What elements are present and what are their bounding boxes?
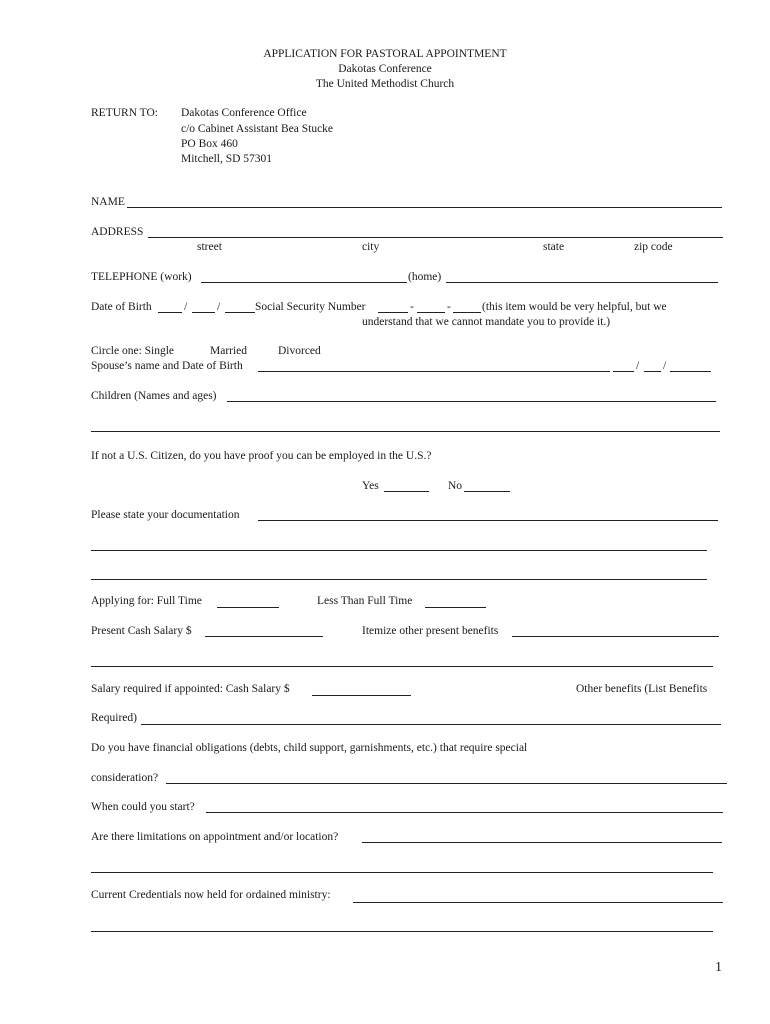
documentation-field-line-2[interactable] — [91, 550, 707, 551]
ssn-part-2-field[interactable] — [417, 312, 445, 313]
name-field[interactable] — [127, 207, 722, 208]
children-field-continued[interactable] — [91, 431, 720, 432]
yes-label: Yes — [362, 480, 379, 492]
yes-field[interactable] — [384, 491, 429, 492]
dob-separator-1: / — [184, 301, 188, 313]
conference-name: Dakotas Conference — [338, 63, 432, 75]
no-field[interactable] — [464, 491, 510, 492]
required-label: Required) — [91, 712, 137, 724]
itemize-benefits-label: Itemize other present benefits — [362, 625, 499, 637]
married-option[interactable]: Married — [210, 345, 248, 357]
church-name: The United Methodist Church — [315, 78, 455, 90]
address-label: ADDRESS — [91, 226, 144, 238]
ssn-note-line-1: (this item would be very helpful, but we — [482, 301, 667, 313]
name-label: NAME — [91, 196, 125, 208]
spouse-dob-month-field[interactable] — [613, 371, 634, 372]
dob-month-field[interactable] — [158, 312, 182, 313]
ssn-separator-2: - — [447, 301, 451, 313]
spouse-dob-separator-1: / — [636, 360, 640, 372]
ssn-note-line-2: understand that we cannot mandate you to provide it.) — [362, 316, 611, 328]
documentation-field-line-3[interactable] — [91, 579, 707, 580]
ssn-separator-1: - — [410, 301, 414, 313]
spouse-label: Spouse’s name and Date of Birth — [91, 360, 243, 372]
return-to-line-3: PO Box 460 — [181, 138, 238, 150]
other-benefits-field[interactable] — [141, 724, 721, 725]
financial-obligations-field[interactable] — [166, 783, 727, 784]
ssn-label: Social Security Number — [255, 301, 366, 313]
applying-full-time-label: Applying for: Full Time — [91, 595, 202, 607]
salary-required-label: Salary required if appointed: Cash Salary $ — [91, 683, 290, 695]
address-zip-caption: zip code — [634, 241, 673, 253]
limitations-label: Are there limitations on appointment and/or location? — [91, 831, 339, 843]
dob-day-field[interactable] — [192, 312, 215, 313]
return-to-line-2: c/o Cabinet Assistant Bea Stucke — [181, 123, 334, 135]
other-benefits-label: Other benefits (List Benefits — [576, 683, 708, 695]
children-field[interactable] — [227, 401, 716, 402]
financial-obligations-question: Do you have financial obligations (debts, child support, garnishments, etc.) that require special — [91, 742, 528, 754]
telephone-work-label: TELEPHONE (work) — [91, 271, 192, 283]
spouse-name-field[interactable] — [258, 371, 610, 372]
telephone-home-field[interactable] — [446, 282, 718, 283]
less-than-full-time-field[interactable] — [425, 607, 486, 608]
no-label: No — [448, 480, 463, 492]
circle-one-single-option[interactable]: Circle one: Single — [91, 345, 175, 357]
benefits-field-continued[interactable] — [91, 666, 713, 667]
present-salary-label: Present Cash Salary $ — [91, 625, 192, 637]
telephone-home-label: (home) — [408, 271, 442, 283]
limitations-field[interactable] — [362, 842, 722, 843]
limitations-field-continued[interactable] — [91, 872, 713, 873]
divorced-option[interactable]: Divorced — [278, 345, 321, 357]
page-number: 1 — [715, 960, 722, 975]
start-date-field[interactable] — [206, 812, 723, 813]
present-salary-field[interactable] — [205, 636, 323, 637]
spouse-dob-day-field[interactable] — [644, 371, 661, 372]
salary-required-field[interactable] — [312, 695, 411, 696]
return-to-line-1: Dakotas Conference Office — [181, 107, 307, 119]
credentials-label: Current Credentials now held for ordained ministry: — [91, 889, 331, 901]
itemize-benefits-field[interactable] — [512, 636, 719, 637]
telephone-work-field[interactable] — [201, 282, 407, 283]
start-date-label: When could you start? — [91, 801, 195, 813]
documentation-field[interactable] — [258, 520, 718, 521]
less-than-full-time-label: Less Than Full Time — [317, 595, 413, 607]
consideration-label: consideration? — [91, 772, 159, 784]
return-to-line-4: Mitchell, SD 57301 — [181, 153, 273, 165]
credentials-field-continued[interactable] — [91, 931, 713, 932]
spouse-dob-year-field[interactable] — [670, 371, 711, 372]
address-street-caption: street — [197, 241, 222, 253]
full-time-field[interactable] — [217, 607, 279, 608]
citizenship-question: If not a U.S. Citizen, do you have proof you can be employed in the U.S.? — [91, 450, 432, 462]
dob-label: Date of Birth — [91, 301, 152, 313]
dob-separator-2: / — [217, 301, 221, 313]
address-field[interactable] — [148, 237, 723, 238]
documentation-label: Please state your documentation — [91, 509, 240, 521]
return-to-label: RETURN TO: — [91, 107, 158, 119]
children-label: Children (Names and ages) — [91, 390, 217, 402]
ssn-part-1-field[interactable] — [378, 312, 408, 313]
address-city-caption: city — [362, 241, 380, 253]
dob-year-field[interactable] — [225, 312, 255, 313]
ssn-part-3-field[interactable] — [453, 312, 481, 313]
address-state-caption: state — [543, 241, 565, 253]
spouse-dob-separator-2: / — [663, 360, 667, 372]
form-title: APPLICATION FOR PASTORAL APPOINTMENT — [263, 48, 507, 60]
credentials-field[interactable] — [353, 902, 723, 903]
